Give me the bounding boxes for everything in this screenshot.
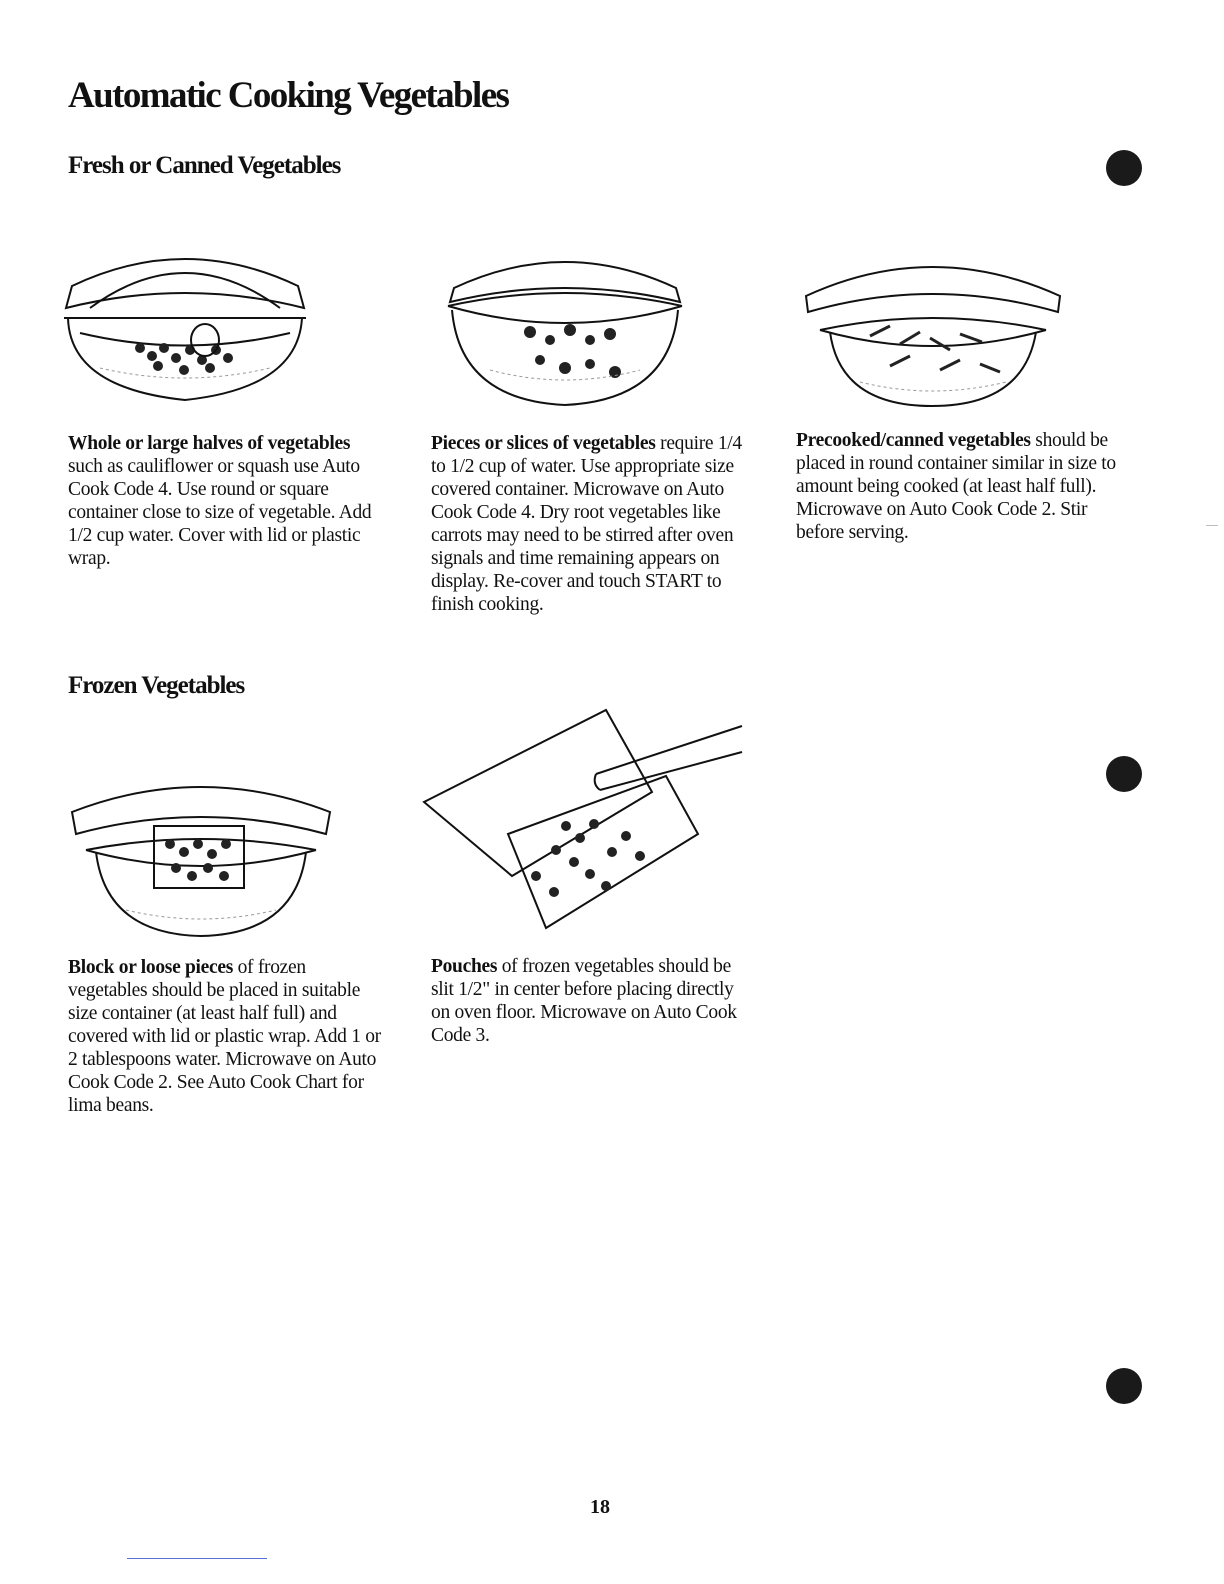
section-heading-fresh: Fresh or Canned Vegetables (68, 152, 341, 179)
section-heading-frozen: Frozen Vegetables (68, 672, 245, 699)
paragraph-precooked-vegetables (796, 429, 1116, 544)
paragraph-body: require 1/4 to 1/2 cup of water. Use appropriate size covered container. Microwave on Auto Cook Code 4. Dry root vegetables like carrots may need to be stirred after oven signals and time remaining appears on display. Re-cover and touch START to finish cooking. (431, 433, 742, 615)
paragraph-block-frozen (68, 956, 388, 1117)
paragraph-lead: Precooked/canned vegetables (796, 430, 1031, 451)
footer-line (127, 1558, 267, 1559)
paragraph-body: such as cauliflower or squash use Auto Cook Code 4. Use round or square container close to size of vegetable. Add 1/2 cup water. Cover with lid or plastic wrap. (68, 456, 372, 569)
margin-tick (1206, 525, 1218, 526)
covered-bowl-frozen-block-illustration (66, 772, 336, 942)
paragraph-pieces-vegetables (431, 432, 751, 616)
paragraph-body: should be placed in round container similar in size to amount being cooked (at least half full). Microwave on Auto Cook Code 2. Stir before serving. (796, 430, 1116, 543)
paragraph-lead: Whole or large halves of vegetables (68, 433, 351, 454)
paragraph-body: of frozen vegetables should be placed in suitable size container (at least half full) and covered with lid or plastic wrap. Add 1 or 2 tablespoons water. Microwave on Auto Cook Code 2. See Auto Cook Chart for lima beans. (68, 957, 381, 1116)
paragraph-whole-vegetables (68, 432, 388, 570)
frozen-pouch-illustration (416, 706, 746, 936)
paragraph-pouches-frozen (431, 955, 751, 1047)
binder-hole-dot (1106, 1368, 1142, 1404)
paragraph-lead: Block or loose pieces (68, 957, 234, 978)
binder-hole-dot (1106, 150, 1142, 186)
paragraph-body: of frozen vegetables should be slit 1/2" in center before placing directly on oven floor. Microwave on Auto Cook Code 3. (431, 956, 737, 1046)
binder-hole-dot (1106, 756, 1142, 792)
covered-bowl-cauliflower-illustration (60, 238, 310, 410)
paragraph-lead: Pouches (431, 956, 498, 977)
page-number: 18 (590, 1496, 610, 1518)
covered-bowl-precooked-illustration (800, 246, 1065, 412)
covered-bowl-pieces-illustration (440, 240, 690, 412)
page-title: Automatic Cooking Vegetables (68, 75, 509, 116)
paragraph-lead: Pieces or slices of vegetables (431, 433, 656, 454)
